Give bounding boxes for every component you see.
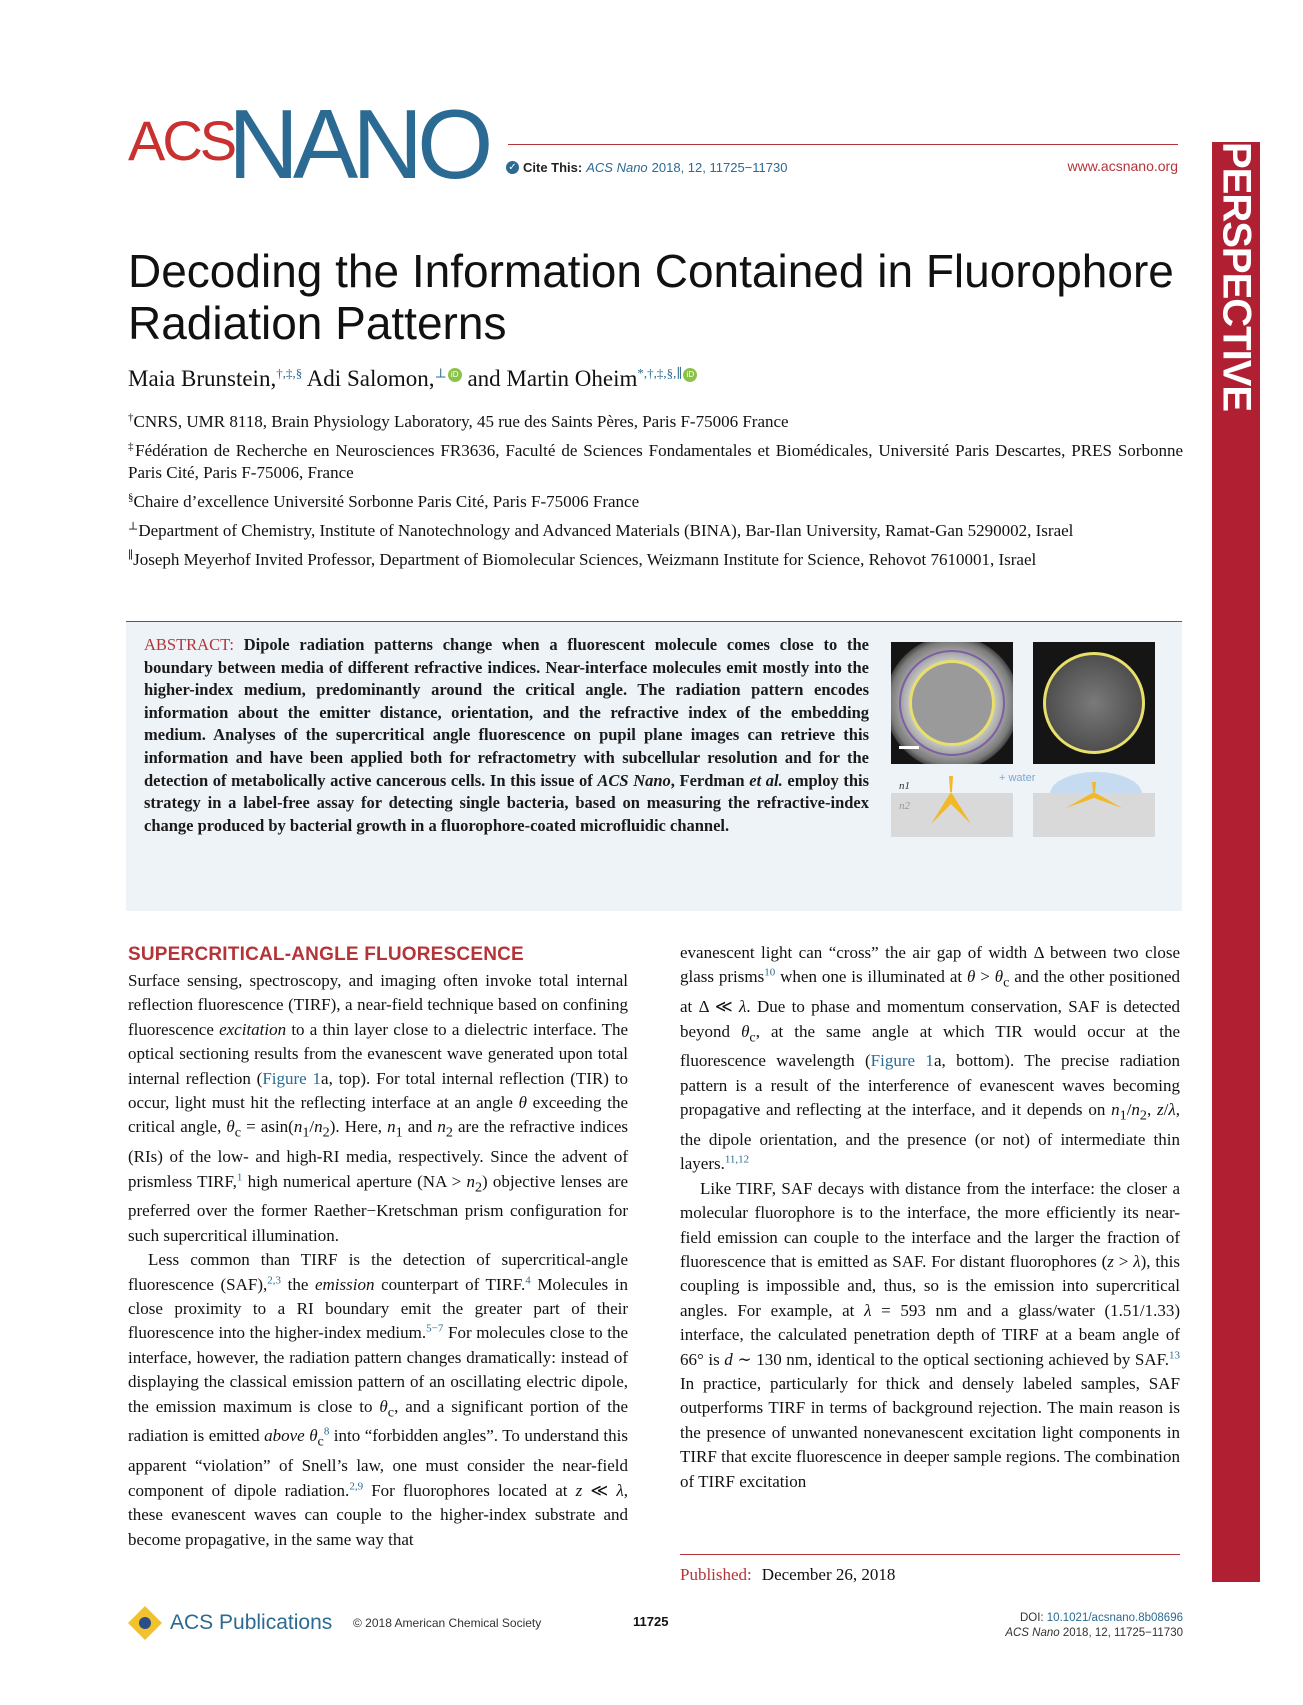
author-name[interactable]: and Martin Oheim (467, 366, 638, 391)
affiliation: ‡Fédération de Recherche en Neurosciences FR3636, Faculté de Sciences Fondamentales et Biomédicales, Université Paris Descartes, PRES Sorbonne Paris Cité, Paris F-75006, France (128, 440, 1184, 482)
paragraph: Surface sensing, spectroscopy, and imaging often invoke total internal reflection fluorescence (TIRF), a near-field technique based on confining fluorescence excitation to a thin layer close to a dielectric interface. The optical sectioning results from the evanescent wave generated upon total internal reflection (Figure 1a, top). For total internal reflection (TIR) to occur, light must hit the reflecting interface at an angle θ exceeding the critical angle, $\theta_c = asin(n_1/n_2)$. Here, $n_1$ and $n_2$ are the refractive indices (RIs) of the low- and high-RI media, respectively. Since the advent of prismless TIRF,$^1$ high numerical aperture $(NA > n_2)$ objective lenses are preferred over the former Raether−Kretschman prism configuration for such supercritical illumination. (128, 971, 629, 1245)
abstract-box (126, 621, 1182, 911)
cite-journal: ACS Nano (586, 160, 648, 175)
author-name[interactable]: Adi Salomon, (306, 366, 435, 391)
paragraph: Like TIRF, SAF decays with distance from the interface: the closer a molecular fluorophore is to the interface, the more efficiently its near-field emission can couple to the interface and the larger the fraction of fluorescence that is emitted as SAF. For distant fluorophores (z > λ), this coupling is impossible and, thus, so is the emission into supercritical angles. For example, at λ = 593 nm and a glass/water (1.51/1.33) interface, the calculated penetration depth of TIRF at a beam angle of 66° is d ∼ 130 nm, identical to the optical sectioning achieved by SAF.$^{13}$ In practice, particularly for thick and densely labeled samples, SAF outperforms TIRF in terms of background rejection. The main reason is the presence of unwanted nonevanescent excitation light components in TIRF that excite fluorescence in deeper sample regions. The combination of TIRF excitation (680, 1178, 1181, 1491)
body-column-left (128, 969, 628, 1552)
acs-nano-logo[interactable] (128, 89, 488, 199)
orcid-icon[interactable]: iD (683, 368, 697, 382)
figure-link[interactable]: Figure 1 (262, 1068, 322, 1088)
logo-nano: NANO (228, 89, 488, 199)
page-footer (128, 1600, 1183, 1650)
author-name[interactable]: Maia Brunstein, (128, 366, 277, 391)
journal-url-link[interactable]: www.acsnano.org (1067, 158, 1178, 174)
abstract-text: ABSTRACT: Dipole radiation patterns change when a fluorescent molecule comes close to the boundary between media of different refractive indices. Near-interface molecules emit mostly into the higher-index medium, predominantly around the critical angle. The radiation pattern encodes information about the emitter distance, orientation, and the refractive index of the embedding medium. Analyses of the supercritical angle fluorescence on pupil plane images can retrieve this information and have been applied both for refractometry with subcellular resolution and for the detection of metabolically active cancerous cells. In this issue of ACS Nano, Ferdman et al. employ this strategy in a label-free assay for detecting single bacteria, based on measuring the refractive-index change produced by bacterial growth in a fluorophore-coated microfluidic channel. (144, 635, 870, 835)
article-type-label: PERSPECTIVE (1214, 142, 1259, 412)
pupil-image-water (1033, 642, 1155, 764)
affiliation: †CNRS, UMR 8118, Brain Physiology Laboratory, 45 rue des Saints Pères, Paris F-75006 France (128, 411, 789, 431)
toc-n2-label: n2 (899, 800, 910, 812)
toc-water-label: + water (999, 772, 1036, 784)
author-marks: †,‡,§ (276, 365, 303, 381)
orcid-icon[interactable]: iD (448, 368, 462, 382)
cite-this[interactable] (506, 160, 787, 175)
section-heading: SUPERCRITICAL-ANGLE FLUORESCENCE (128, 944, 524, 965)
abstract-label: ABSTRACT: (144, 635, 234, 654)
published-date: Published: December 26, 2018 (680, 1565, 896, 1584)
affiliation: §Chaire d’excellence Université Sorbonne Paris Cité, Paris F-75006 France (128, 491, 640, 511)
author-list (128, 365, 1178, 393)
article-title: Decoding the Information Contained in Fluorophore Radiation Patterns (128, 245, 1174, 349)
doi-block: DOI: 10.1021/acsnano.8b08696 ACS Nano 2018, 12, 11725−11730 (1005, 1612, 1183, 1639)
radiation-pattern-diagram (891, 752, 1166, 842)
logo-acs: ACS (128, 109, 235, 172)
masthead (128, 89, 1178, 199)
body-column-right (680, 941, 1180, 1494)
cite-label: Cite This: (523, 160, 583, 175)
paragraph: Less common than TIRF is the detection of supercritical-angle fluorescence (SAF),$^{2,3}$ the emission counterpart of TIRF.$^4$ Molecules in close proximity to a RI boundary emit the greater part of their fluorescence into the higher-index medium.$^{5-7}$ For molecules close to the interface, however, the radiation pattern changes dramatically: instead of displaying the classical emission pattern of an oscillating electric dipole, the emission maximum is close to $\theta_c$, and a significant portion of the radiation is emitted above $\theta_c^8$ into “forbidden angles”. To understand this apparent “violation” of Snell’s law, one must consider the near-field component of dipole radiation.$^{2,9}$ For fluorophores located at z ≪ λ, these evanescent waves can couple to the higher-index substrate and become propagative, in the same way that (128, 1250, 628, 1549)
affiliations (128, 411, 1183, 578)
copyright: © 2018 American Chemical Society (353, 1616, 542, 1630)
affiliation: ⊥Department of Chemistry, Institute of Nanotechnology and Advanced Materials (BINA), Bar-Ilan University, Ramat-Gan 5290002, Israel (128, 520, 1074, 540)
author-marks: *,†,‡,§,∥ (637, 365, 683, 381)
toc-n1-label: n1 (899, 780, 910, 792)
published-rule (680, 1554, 1180, 1555)
page-number: 11725 (633, 1614, 669, 1629)
pupil-image-air (891, 642, 1013, 764)
toc-graphic (891, 642, 1166, 857)
side-label (1212, 142, 1260, 512)
acs-badge-icon (128, 1606, 162, 1640)
header-rule (508, 144, 1178, 145)
paragraph: evanescent light can “cross” the air gap of width Δ between two close glass prisms$^{10}$ when one is illuminated at $\theta > \theta_c$ and the other positioned at Δ ≪ λ. Due to phase and momentum conservation, SAF is detected beyond $\theta_c$, at the same angle at which TIR would occur at the fluorescence wavelength (Figure 1a, bottom). The precise radiation pattern is a result of the interference of evanescent waves becoming propagative and reflecting at the interface, and it depends on $n_1/n_2$, z/λ, the dipole orientation, and the presence (or not) of intermediate thin layers.$^{11,12}$ (680, 943, 1181, 1174)
check-icon: ✓ (506, 161, 519, 174)
acs-publications-logo[interactable]: ACS Publications (128, 1606, 332, 1640)
cite-ref: 2018, 12, 11725−11730 (651, 160, 788, 175)
affiliation: ∥Joseph Meyerhof Invited Professor, Department of Biomolecular Sciences, Weizmann Institute for Science, Rehovot 7610001, Israel (128, 549, 1037, 569)
doi-link[interactable]: 10.1021/acsnano.8b08696 (1046, 1612, 1183, 1624)
author-marks: ⊥ (434, 365, 447, 381)
